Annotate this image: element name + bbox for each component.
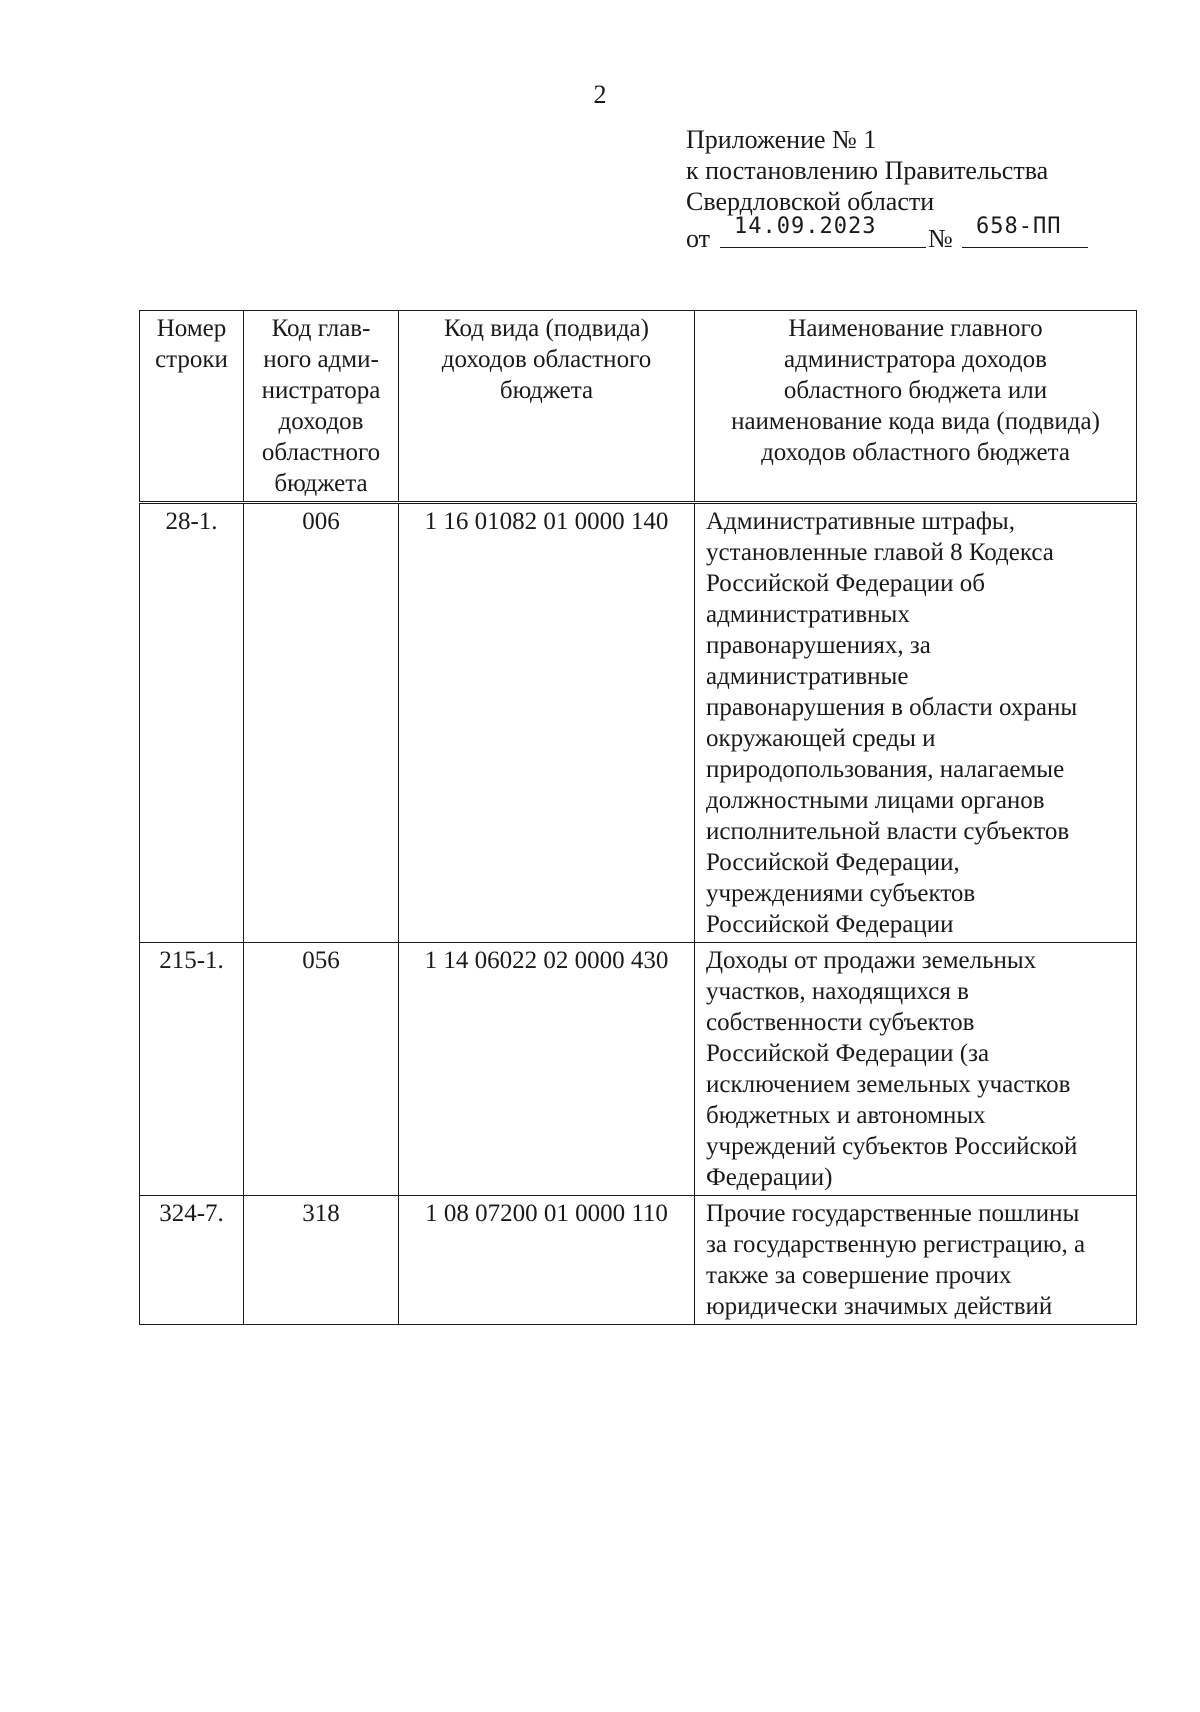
header-line: нистратора [261,377,381,404]
header-line: бюджета [274,470,368,497]
income-name-line: учреждений субъектов Российской [706,1133,1078,1160]
header-line: Код глав- [271,315,371,342]
header-line: Наименование главного [788,315,1043,342]
header-line: областного [261,439,381,466]
income-name-line: Прочие государственные пошлины [706,1200,1080,1227]
income-name-line: Доходы от продажи земельных [706,947,1037,974]
income-name-line: Российской Федерации (за [706,1040,990,1067]
table-row [140,1196,1137,1325]
header-line: администратора доходов [784,346,1047,373]
income-name-line: участков, находящихся в [706,978,969,1005]
income-name-line: Российской Федерации, [706,849,960,876]
income-code-cell: 1 08 07200 01 0000 110 [399,1196,695,1325]
income-name-line: установленные главой 8 Кодекса [706,539,1054,566]
income-name-line: исключением земельных участков [706,1071,1071,1098]
header-income-code [399,311,695,503]
annex-block [686,124,1126,253]
table-row [140,943,1137,1196]
income-name-line: исполнительной власти субъектов [706,818,1070,845]
admin-code-cell: 006 [244,503,399,943]
income-code-cell: 1 16 01082 01 0000 140 [399,503,695,943]
income-name-cell [695,943,1137,1196]
table-body [140,503,1137,1325]
income-name-line: бюджетных и автономных [706,1102,986,1129]
table-header-row [140,311,1137,503]
income-name-line: правонарушениях, за [706,632,931,659]
header-name [695,311,1137,503]
income-name-line: учреждениями субъектов [706,880,976,907]
row-number-cell: 324-7. [140,1196,244,1325]
income-name-line: правонарушения в области охраны [706,694,1078,721]
number-label: № [928,224,953,253]
income-name-cell [695,1196,1137,1325]
header-admin-code [244,311,399,503]
income-name-line: Российской Федерации [706,911,954,938]
income-name-line: собственности субъектов [706,1009,975,1036]
table-row [140,503,1137,943]
header-line: областного бюджета или [783,377,1048,404]
from-label: от [686,224,711,253]
resolution-date: 14.09.2023 [734,214,877,239]
income-name-line: окружающей среды и [706,725,936,752]
income-name-line: также за совершение прочих [706,1262,1012,1289]
header-line: Код вида (подвида) [444,315,649,342]
resolution-date-line [686,214,1126,253]
income-name-line: за государственную регистрацию, а [706,1231,1086,1258]
header-line: ного адми- [263,346,379,373]
number-field [962,214,1088,248]
header-row-number [140,311,244,503]
income-codes-table [139,310,1137,1325]
header-line: Номер [156,315,227,342]
income-name-cell [695,503,1137,943]
header-line: доходов областного [441,346,652,373]
header-line: доходов областного бюджета [761,439,1070,466]
income-name-line: административных [706,601,910,628]
annex-region: Свердловской области [686,187,935,216]
header-line: строки [155,346,228,373]
row-number-cell: 28-1. [140,503,244,943]
income-name-line: юридически значимых действий [706,1293,1053,1320]
income-name-line: Российской Федерации об [706,570,985,597]
income-name-line: должностными лицами органов [706,787,1045,814]
admin-code-cell: 318 [244,1196,399,1325]
income-name-line: административные [706,663,909,690]
header-line: бюджета [499,377,594,404]
income-name-line: Административные штрафы, [706,508,1015,535]
date-field [720,214,926,248]
admin-code-cell: 056 [244,943,399,1196]
page-number: 2 [593,80,607,109]
income-name-line: Федерации) [706,1164,833,1191]
row-number-cell: 215-1. [140,943,244,1196]
annex-title: Приложение № 1 [686,125,877,154]
header-line: наименование кода вида (подвида) [731,408,1100,435]
income-code-cell: 1 14 06022 02 0000 430 [399,943,695,1196]
resolution-number: 658-ПП [976,214,1062,239]
income-name-line: природопользования, налагаемые [706,756,1065,783]
header-line: доходов [278,408,364,435]
annex-reference: к постановлению Правительства [686,156,1049,185]
